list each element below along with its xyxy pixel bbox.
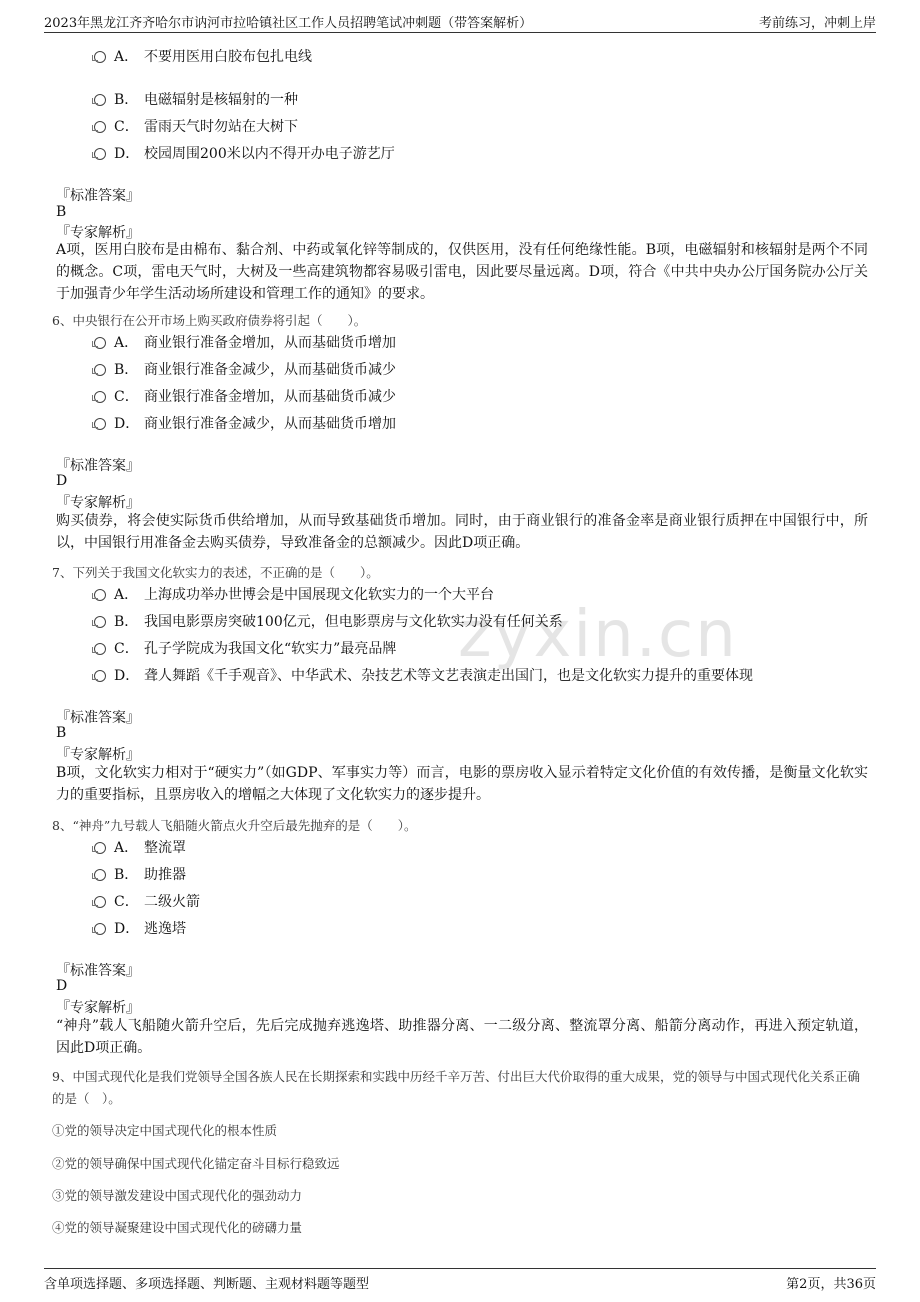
analysis-text: B项，文化软实力相对于“硬实力”（如GDP、军事实力等）而言，电影的票房收入显示着特定文化价值的有效传播，是衡量文化软实力的重要指标，且票房收入的增幅之大体现了文化软实力的逐步提升。 <box>56 765 868 803</box>
option-text: 上海成功举办世博会是中国展现文化软实力的一个大平台 <box>144 587 494 603</box>
analysis-label: 『专家解析』 <box>56 225 140 241</box>
analysis-text: A项，医用白胶布是由棉布、黏合剂、中药或氧化锌等制成的，仅供医用，没有任何绝缘性能。B项，电磁辐射和核辐射是两个不同的概念。C项，雷电天气时，大树及一些高建筑物都容易吸引雷电，因此要尽量远离。D项，符合《中共中央办公厅国务院办公厅关于加强青少年学生活动场所建设和管理工作的通知》的要求。 <box>56 242 868 302</box>
option-letter: C． <box>114 894 139 910</box>
statement-item: ②党的领导确保中国式现代化锚定奋斗目标行稳致远 <box>52 1156 340 1171</box>
option-text: 我国电影票房突破100亿元，但电影票房与文化软实力没有任何关系 <box>144 614 563 630</box>
statement-item: ③党的领导激发建设中国式现代化的强劲动力 <box>52 1188 303 1203</box>
analysis-text: “神舟”载人飞船随火箭升空后，先后完成抛弃逃逸塔、助推器分离、一二级分离、整流罩分离、船箭分离动作，再进入预定轨道，因此D项正确。 <box>56 1018 868 1056</box>
answer-label: 『标准答案』 <box>56 963 140 979</box>
watermark: zyxin.cn <box>458 598 738 672</box>
radio-icon[interactable] <box>94 94 106 106</box>
radio-icon[interactable] <box>94 418 106 430</box>
option-text: 雷雨天气时勿站在大树下 <box>144 119 298 135</box>
option-letter: A． <box>114 840 139 856</box>
statement-item: ④党的领导凝聚建设中国式现代化的磅礴力量 <box>52 1220 303 1235</box>
option-letter: B． <box>114 867 139 883</box>
question-8: 8、“神舟”九号载人飞船随火箭点火升空后最先抛弃的是（ ）。 <box>52 818 417 833</box>
option-text: 不要用医用白胶布包扎电线 <box>144 49 312 65</box>
radio-icon[interactable] <box>94 670 106 682</box>
option-text: 电磁辐射是核辐射的一种 <box>144 92 298 108</box>
question-9: 9、中国式现代化是我们党领导全国各族人民在长期探索和实践中历经千辛万苦、付出巨大代价取得的重大成果，党的领导与中国式现代化关系正确的是（ ）。 <box>52 1069 860 1106</box>
option-text: 助推器 <box>144 867 186 883</box>
header-slogan: 考前练习，冲刺上岸 <box>758 16 876 31</box>
option-letter: B． <box>114 362 139 378</box>
answer-value: B <box>56 725 67 741</box>
answer-value: D <box>56 473 68 489</box>
option-text: 商业银行准备金减少，从而基础货币减少 <box>144 362 396 378</box>
option-text: 聋人舞蹈《千手观音》、中华武术、杂技艺术等文艺表演走出国门，也是文化软实力提升的重要体现 <box>144 668 753 684</box>
answer-label: 『标准答案』 <box>56 458 140 474</box>
radio-icon[interactable] <box>94 121 106 133</box>
radio-icon[interactable] <box>94 896 106 908</box>
option-text: 孔子学院成为我国文化“软实力”最亮品牌 <box>144 641 397 657</box>
radio-icon[interactable] <box>94 391 106 403</box>
document-title: 2023年黑龙江齐齐哈尔市讷河市拉哈镇社区工作人员招聘笔试冲刺题（带答案解析） <box>44 16 533 31</box>
analysis-label: 『专家解析』 <box>56 1000 140 1016</box>
radio-icon[interactable] <box>94 923 106 935</box>
option-letter: C． <box>114 119 139 135</box>
analysis-text: 购买债券，将会使实际货币供给增加，从而导致基础货币增加。同时，由于商业银行的准备金率是商业银行质押在中国银行中，所以，中国银行用准备金去购买债券，导致准备金的总额减少。因此D项正确。 <box>56 513 868 551</box>
answer-value: D <box>56 978 68 994</box>
option-text: 整流罩 <box>144 840 186 856</box>
radio-icon[interactable] <box>94 364 106 376</box>
radio-icon[interactable] <box>94 589 106 601</box>
radio-icon[interactable] <box>94 616 106 628</box>
option-text: 商业银行准备金减少，从而基础货币增加 <box>144 416 396 432</box>
option-letter: B． <box>114 92 139 108</box>
statement-item: ①党的领导决定中国式现代化的根本性质 <box>52 1123 278 1138</box>
page-header <box>44 10 876 33</box>
radio-icon[interactable] <box>94 148 106 160</box>
option-letter: A． <box>114 49 139 65</box>
option-text: 商业银行准备金增加，从而基础货币减少 <box>144 389 396 405</box>
answer-label: 『标准答案』 <box>56 188 140 204</box>
question-6: 6、中央银行在公开市场上购买政府债券将引起（ ）。 <box>52 313 367 328</box>
option-text: 校园周围200米以内不得开办电子游艺厅 <box>144 146 395 162</box>
answer-value: B <box>56 204 67 220</box>
radio-icon[interactable] <box>94 869 106 881</box>
page-footer <box>44 1268 876 1293</box>
analysis-label: 『专家解析』 <box>56 495 140 511</box>
radio-icon[interactable] <box>94 51 106 63</box>
option-text: 逃逸塔 <box>144 921 186 937</box>
option-letter: B． <box>114 614 139 630</box>
option-letter: D． <box>114 668 140 684</box>
page-number: 第2页，共36页 <box>786 1277 876 1292</box>
analysis-label: 『专家解析』 <box>56 747 140 763</box>
option-letter: D． <box>114 146 140 162</box>
radio-icon[interactable] <box>94 337 106 349</box>
option-letter: D． <box>114 921 140 937</box>
radio-icon[interactable] <box>94 643 106 655</box>
option-letter: A． <box>114 587 139 603</box>
option-text: 二级火箭 <box>144 894 200 910</box>
answer-label: 『标准答案』 <box>56 710 140 726</box>
option-letter: A． <box>114 335 139 351</box>
question-7: 7、下列关于我国文化软实力的表述，不正确的是（ ）。 <box>52 565 379 580</box>
radio-icon[interactable] <box>94 842 106 854</box>
option-letter: C． <box>114 641 139 657</box>
option-letter: C． <box>114 389 139 405</box>
question-types-note: 含单项选择题、多项选择题、判断题、主观材料题等题型 <box>44 1277 370 1292</box>
option-letter: D． <box>114 416 140 432</box>
option-text: 商业银行准备金增加，从而基础货币增加 <box>144 335 396 351</box>
